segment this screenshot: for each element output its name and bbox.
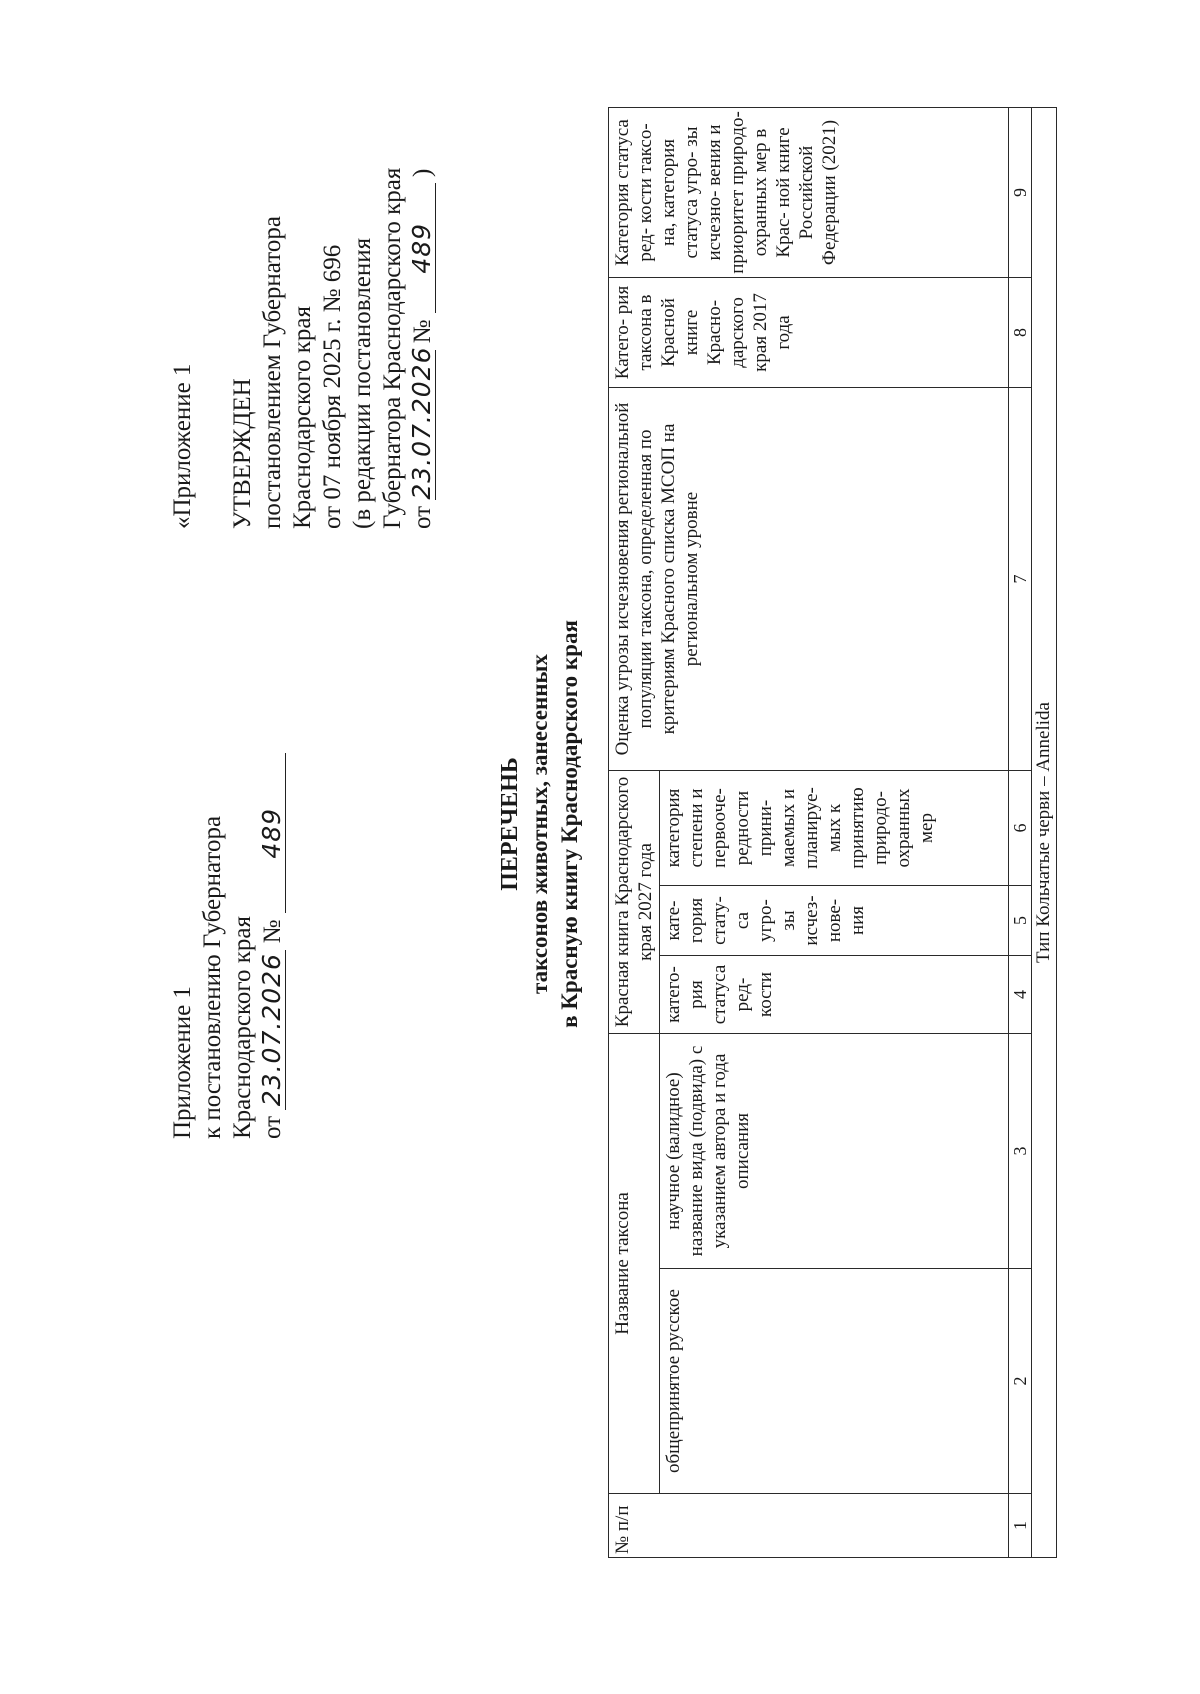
appendix-right-date-line (408, 9, 438, 529)
approved-label: УТВЕРЖДЕН (229, 378, 256, 529)
group-row (1032, 107, 1057, 1557)
appendix-right-line1: «Приложение 1 (169, 363, 196, 529)
date-prefix: от (409, 505, 436, 529)
appendix-right-block (168, 9, 438, 529)
header-scientific-name: научное (валидное) название вида (подвида) с указанием автора и года описания (660, 1034, 1009, 1269)
document-subtitle-2: в Красную книгу Краснодарского края (557, 620, 582, 1028)
column-number-row (1009, 107, 1032, 1557)
appendix-right-line4: Краснодарского края (289, 306, 316, 529)
column-number: 8 (1009, 277, 1032, 387)
header-redbook-2027: Красная книга Краснодарского края 2027 года (609, 770, 660, 1033)
column-number: 6 (1009, 770, 1032, 885)
header-priority-category: категория степени и первооче- редности прини- маемых и планируе- мых к принятию природо- охранных мер (660, 770, 1009, 885)
document-title: ПЕРЕЧЕНЬ (497, 757, 523, 891)
group-row-label: Тип Кольчатые черви – Annelida (1032, 107, 1057, 1557)
number-prefix: № (409, 319, 436, 344)
column-number: 5 (1009, 886, 1032, 956)
document-heading (495, 594, 585, 1054)
header-rf-category: Категория статуса ред- кости таксо- на, категория статуса угро- зы исчезно- вения и приоритет природо- охранных мер в Крас- ной книге Российской Федерации (2021) (609, 107, 1009, 277)
handwritten-date: 23.07.2026 (259, 950, 286, 1110)
column-number: 4 (1009, 956, 1032, 1034)
header-russian-name: общепринятое русское (660, 1269, 1009, 1494)
header-threat-category: кате- гория стату- са угро- зы исчез- нове- ния (660, 886, 1009, 956)
handwritten-number: 489 (259, 753, 286, 913)
appendix-left-line3: Краснодарского края (229, 916, 256, 1139)
column-number: 3 (1009, 1034, 1032, 1269)
appendix-right-line7: Губернатора Краснодарского края (379, 167, 406, 529)
header-taxon-name: Название таксона (609, 1034, 660, 1494)
closing-paren: ) (409, 168, 436, 178)
header-rarity-category: катего- рия статуса ред- кости (660, 956, 1009, 1034)
number-prefix: № (259, 919, 286, 944)
date-prefix: от (259, 1115, 286, 1139)
handwritten-number: 489 (409, 183, 436, 313)
appendix-left-date-line (258, 699, 288, 1139)
taxa-table (608, 107, 1057, 1558)
appendix-left-line1: Приложение 1 (169, 986, 196, 1139)
column-number: 1 (1009, 1494, 1032, 1558)
header-iucn: Оценка угрозы исчезновения региональной популяции таксона, определенная по критериям Красного списка МСОП на региональном уровне (609, 387, 1009, 770)
appendix-right-line5: от 07 ноября 2025 г. № 696 (319, 244, 346, 529)
handwritten-date: 23.07.2026 (407, 346, 436, 500)
column-number: 2 (1009, 1269, 1032, 1494)
table-header-row-1 (609, 107, 660, 1557)
column-number: 7 (1009, 387, 1032, 770)
spacer (198, 9, 228, 529)
appendix-left-line2: к постановлению Губернатора (199, 815, 226, 1139)
header-category-2017: Катего- рия таксона в Красной книге Красно- дарского края 2017 года (609, 277, 1009, 387)
appendix-right-line3: постановлением Губернатора (259, 216, 286, 529)
document-subtitle-1: таксонов животных, занесенных (527, 654, 552, 994)
column-number: 9 (1009, 107, 1032, 277)
header-num: № п/п (609, 1494, 1009, 1558)
appendix-right-line6: (в редакции постановления (349, 237, 376, 529)
appendix-left-block (168, 699, 288, 1139)
